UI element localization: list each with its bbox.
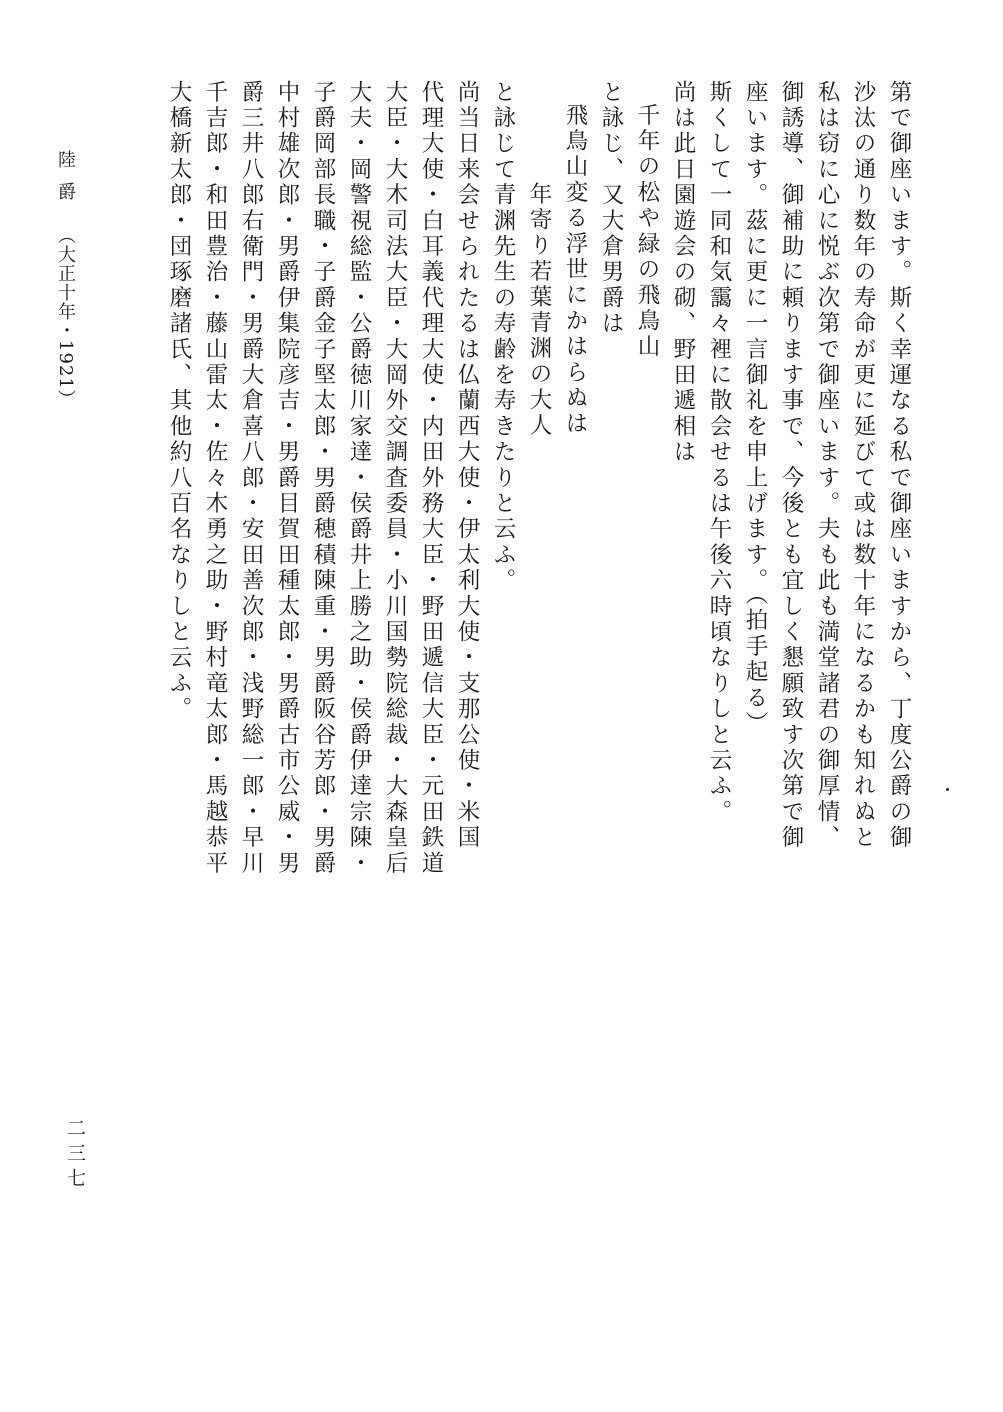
text-column: と詠じ、又大倉男爵は — [598, 80, 624, 337]
text-column: 第で御座います。斯く幸運なる私で御座いますから、丁度公爵の御 — [886, 80, 912, 851]
text-column: 沙汰の通り数年の寿命が更に延びて或は数十年になるかも知れぬと — [850, 80, 876, 851]
speck — [946, 788, 949, 791]
text-column: 中村雄次郎・男爵伊集院彦吉・男爵目賀田種太郎・男爵古市公威・男 — [274, 80, 300, 877]
text-column: 尚当日来会せられたるは仏蘭西大使・伊太利大使・支那公使・米国 — [454, 80, 480, 851]
text-column: と詠じて青渊先生の寿齢を寿きたりと云ふ。 — [490, 80, 516, 594]
header-name: 陸爵 — [55, 150, 76, 214]
poem-line: 千年の松や緑の飛鳥山 — [634, 103, 660, 360]
text-column: 座います。茲に更に一言御礼を申上げます。（拍手起る） — [742, 80, 768, 737]
page-number: 二三七 — [64, 1118, 86, 1193]
poem-line: 年寄り若葉青渊の大人 — [526, 182, 552, 439]
text-column: 御誘導、御補助に頼ります事で、今後とも宜しく懇願致す次第で御 — [778, 80, 804, 851]
text-column: 千吉郎・和田豊治・藤山雷太・佐々木勇之助・野村竜太郎・馬越恭平 — [202, 80, 228, 877]
text-column: 子爵岡部長職・子爵金子堅太郎・男爵穂積陳重・男爵阪谷芳郎・男爵 — [310, 80, 336, 877]
running-header — [52, 150, 74, 409]
poem-line: 飛鳥山変る浮世にかはらぬは — [562, 103, 588, 438]
text-column: 代理大使・白耳義代理大使・内田外務大臣・野田遞信大臣・元田鉄道 — [418, 80, 444, 877]
text-column: 大橋新太郎・団琢磨諸氏、其他約八百名なりしと云ふ。 — [166, 80, 192, 723]
text-column: 斯くして一同和気靄々裡に散会せるは午後六時頃なりしと云ふ。 — [706, 80, 732, 826]
text-column: 爵三井八郎右衛門・男爵大倉喜八郎・安田善次郎・浅野総一郎・早川 — [238, 80, 264, 877]
text-column: 大臣・大木司法大臣・大岡外交調査委員・小川国勢院総裁・大森皇后 — [382, 80, 408, 877]
text-column: 私は窃に心に悦ぶ次第で御座います。夫も此も満堂諸君の御厚情、 — [814, 80, 840, 851]
header-era: （大正十年・1921） — [55, 226, 76, 409]
text-column: 尚は此日園遊会の砌、野田遞相は — [670, 80, 696, 466]
text-column: 大夫・岡警視総監・公爵徳川家達・侯爵井上勝之助・侯爵伊達宗陳・ — [346, 80, 372, 877]
